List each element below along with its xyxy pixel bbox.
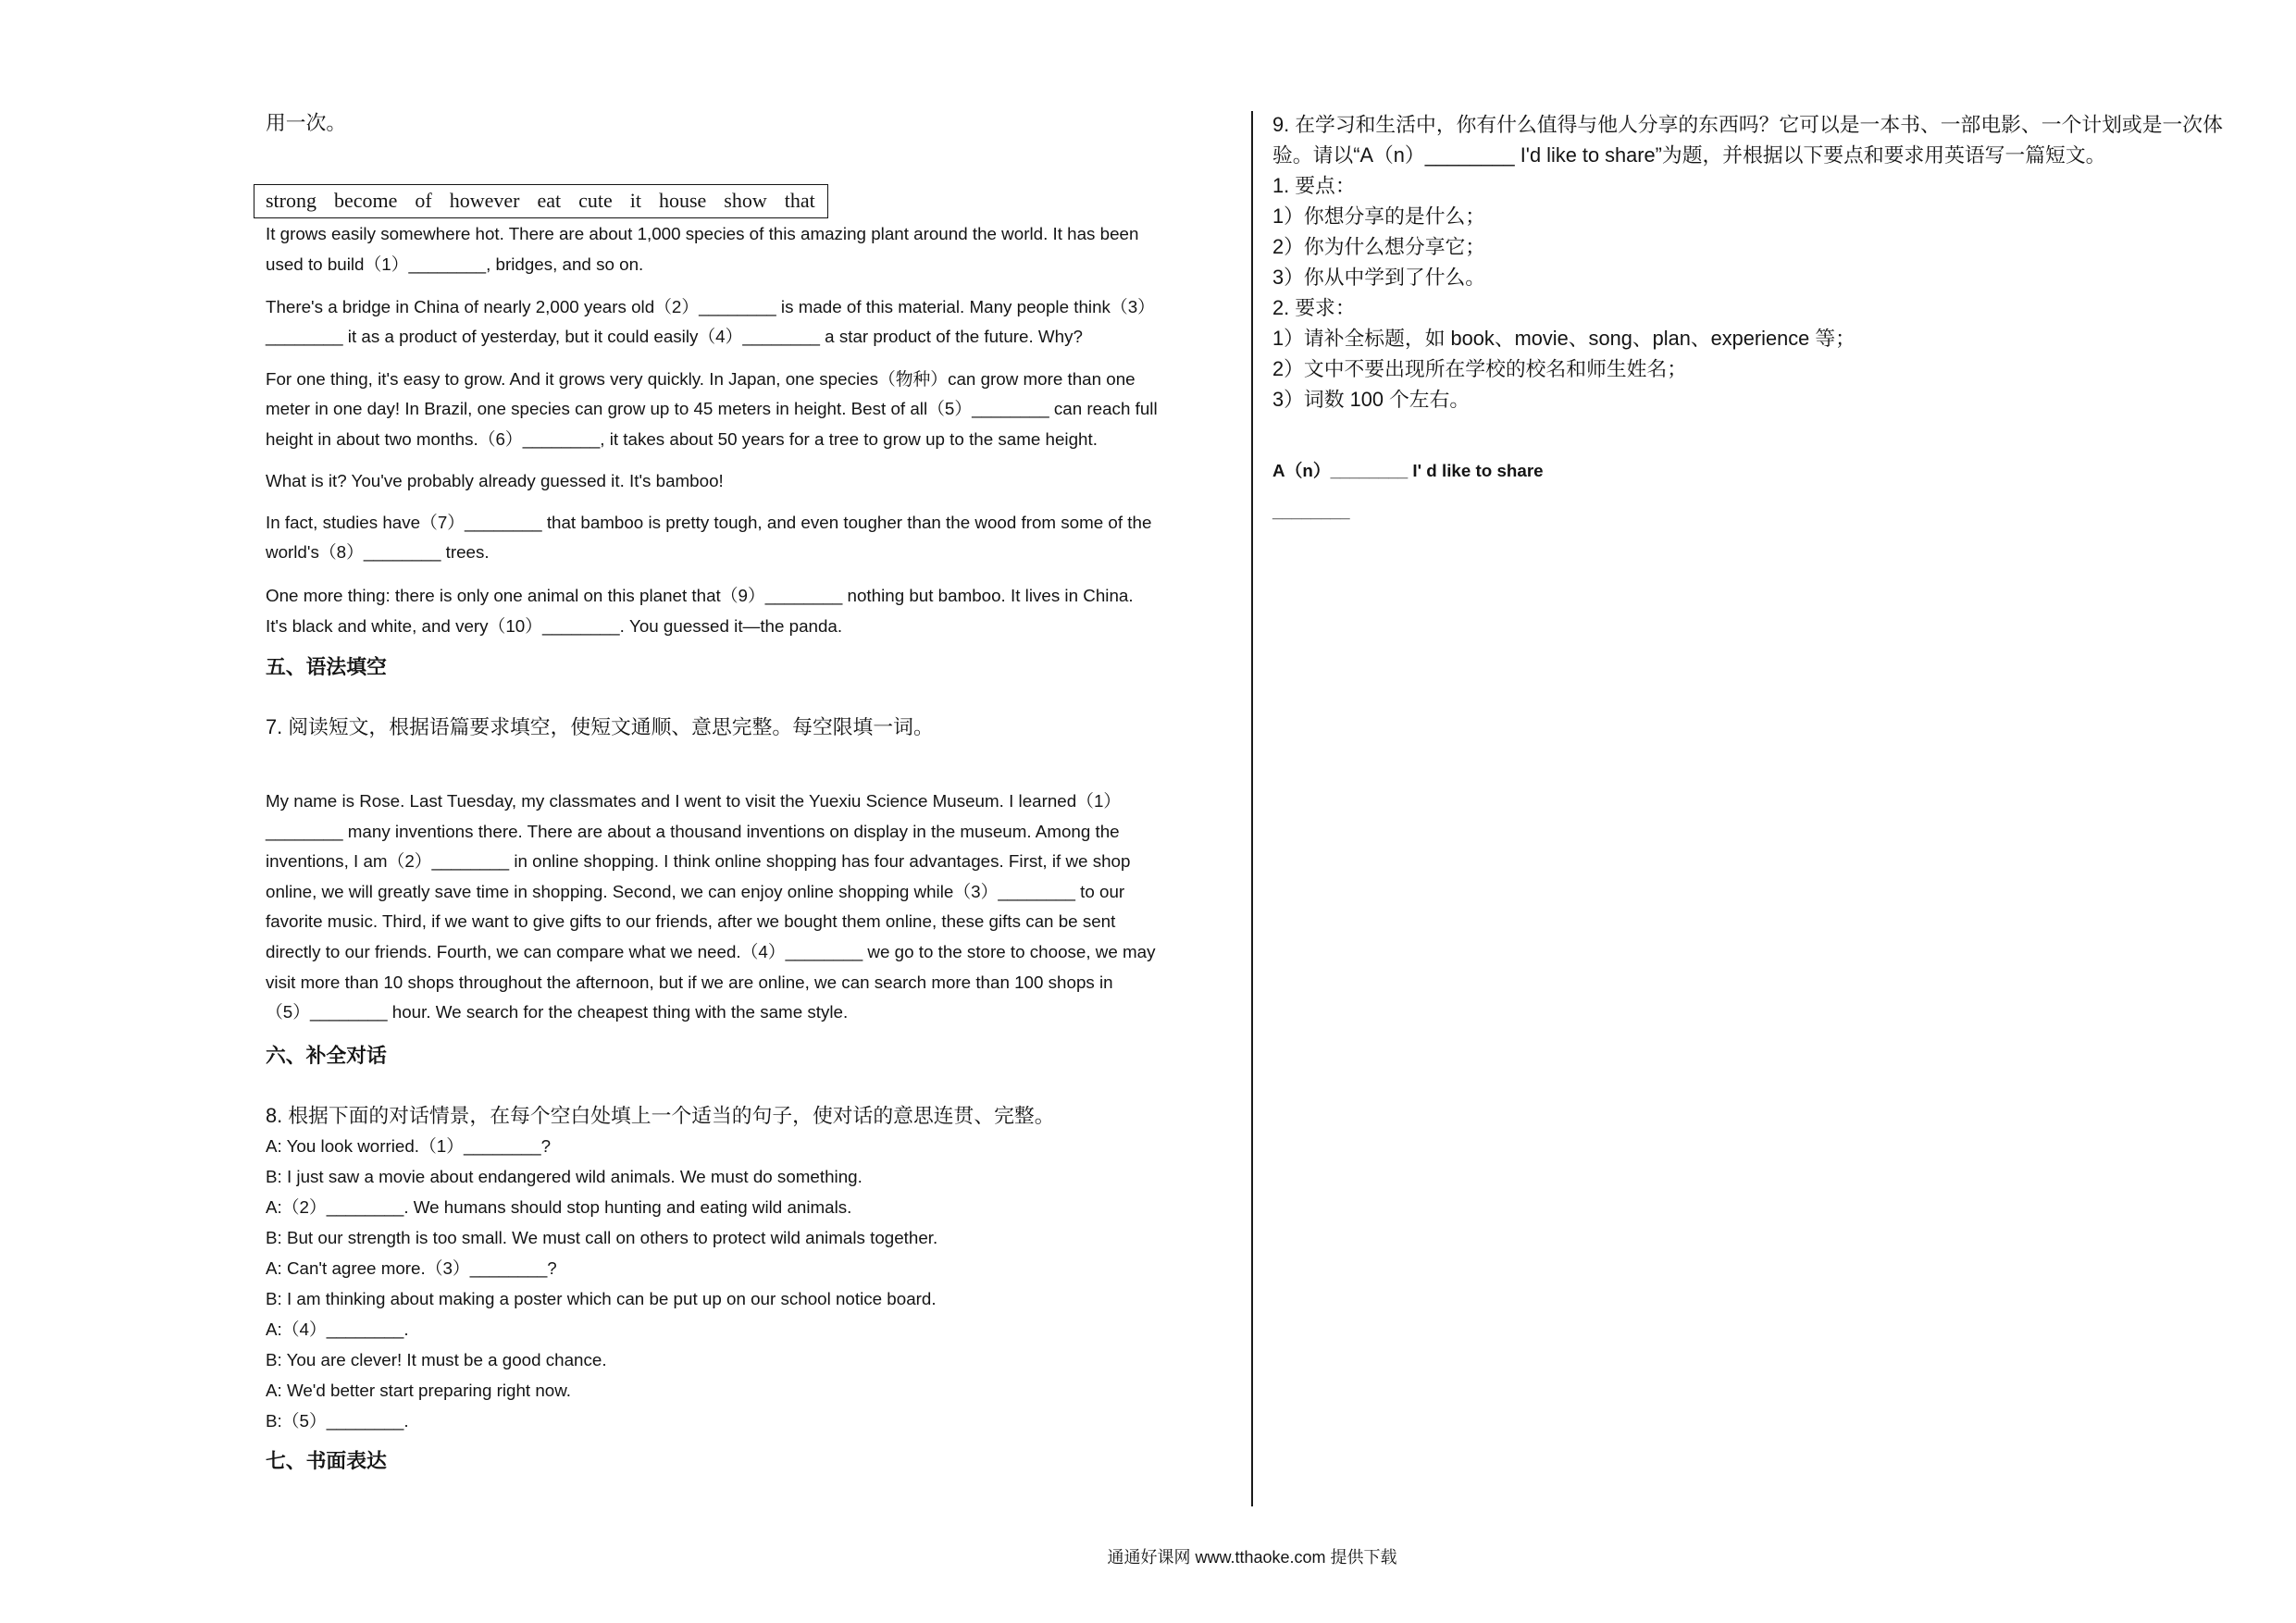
requirement-item: 2）文中不要出现所在学校的校名和师生姓名；: [1272, 356, 1688, 380]
points-label: 1. 要点：: [1272, 173, 1356, 197]
question-instruction: 8. 根据下面的对话情景，在每个空白处填上一个适当的句子，使对话的意思连贯、完整。: [266, 1103, 1055, 1127]
answer-title: A（n）________ I' d like to share: [1272, 460, 1544, 480]
passage-line: height in about two months.（6）________, it takes about 50 years for a tree to grow up to the same height.: [266, 429, 1098, 450]
dialogue-line: B: I am thinking about making a poster which can be put up on our school notice board.: [266, 1288, 937, 1308]
dialogue-line: A: Can't agree more.（3）________?: [266, 1258, 557, 1278]
column-divider: [1251, 111, 1253, 1506]
passage-paragraph-1: [266, 219, 1242, 279]
requirement-item: 3）词数 100 个左右。: [1272, 387, 1471, 411]
prompt-line: 9. 在学习和生活中，你有什么值得与他人分享的东西吗？它可以是一本书、一部电影、一个计划或是一次体: [1272, 112, 2223, 136]
passage-line: My name is Rose. Last Tuesday, my classmates and I went to visit the Yuexiu Science Museum. I learned（1）: [266, 791, 1122, 812]
passage-paragraph-2: [266, 292, 1242, 353]
dialogue-line: A: You look worried.（1）________?: [266, 1135, 552, 1156]
dialogue-line: A:（2）________. We humans should stop hunting and eating wild animals.: [266, 1196, 852, 1217]
passage-paragraph-6: [266, 581, 1242, 641]
question-8-dialogue: [266, 1131, 1242, 1436]
passage-line: inventions, I am（2）________ in online shopping. I think online shopping has four advantages. First, if we shop: [266, 851, 1131, 872]
footer-text: 通通好课网 www.tthaoke.com 提供下载: [1107, 1548, 1397, 1567]
section-6: [266, 1041, 1242, 1072]
answer-title-block: [1272, 456, 2253, 487]
dialogue-line: B: You are clever! It must be a good chance.: [266, 1349, 607, 1369]
dialogue-line: A: We'd better start preparing right now.: [266, 1380, 571, 1400]
passage-line: directly to our friends. Fourth, we can compare what we need.（4）________ we go to the store to choose, we may: [266, 942, 1156, 962]
passage-line: For one thing, it's easy to grow. And it grows very quickly. In Japan, one species（物种）can grow more than one: [266, 368, 1136, 389]
passage-line: world's（8）________ trees.: [266, 542, 490, 563]
passage-line: online, we will greatly save time in shopping. Second, we can enjoy online shopping while（3）________ to our: [266, 881, 1125, 901]
continuation-text-block: [266, 108, 1242, 139]
section-heading: 七、书面表达: [266, 1449, 387, 1473]
question-8-instruction-block: [266, 1101, 1242, 1132]
dialogue-line: B: I just saw a movie about endangered wild animals. We must do something.: [266, 1166, 863, 1186]
passage-line: There's a bridge in China of nearly 2,000 years old（2）________ is made of this material. Many people think（3）: [266, 296, 1155, 316]
passage-line: meter in one day! In Brazil, one species can grow up to 45 meters in height. Best of all（5）________ can reach full: [266, 399, 1158, 419]
continuation-text: 用一次。: [266, 111, 347, 134]
passage-line: It grows easily somewhere hot. There are about 1,000 species of this amazing plant around the world. It has been: [266, 224, 1139, 243]
question-instruction: 7. 阅读短文，根据语篇要求填空，使短文通顺、意思完整。每空限填一词。: [266, 715, 934, 739]
dialogue-line: B:（5）________.: [266, 1410, 409, 1431]
question-7-instruction-block: [266, 712, 1242, 743]
point-item: 2）你为什么想分享它；: [1272, 234, 1486, 258]
question-9-prompt: [1272, 109, 2253, 415]
passage-paragraph-4: [266, 466, 1242, 497]
point-item: 1）你想分享的是什么；: [1272, 204, 1486, 228]
word-bank-box: strong become of however eat cute it house show that: [254, 184, 828, 218]
answer-blank-block: [1272, 497, 2253, 527]
passage-line: It's black and white, and very（10）________. You guessed it—the panda.: [266, 615, 843, 636]
passage-line: ________ it as a product of yesterday, but it could easily（4）________ a star product of the future. Why?: [266, 327, 1083, 347]
passage-paragraph-5: [266, 508, 1242, 568]
dialogue-line: B: But our strength is too small. We must call on others to protect wild animals together.: [266, 1227, 938, 1247]
section-5: [266, 652, 1242, 683]
passage-line: visit more than 10 shops throughout the afternoon, but if we are online, we can search more than 100 shops in: [266, 972, 1113, 992]
passage-line: ________ many inventions there. There are about a thousand inventions on display in the museum. Among the: [266, 821, 1120, 841]
question-7-passage: [266, 787, 1242, 1028]
passage-line: （5）________ hour. We search for the cheapest thing with the same style.: [266, 1002, 849, 1022]
passage-paragraph-3: [266, 365, 1242, 455]
passage-line: favorite music. Third, if we want to give gifts to our friends, after we bought them online, these gifts can be sent: [266, 911, 1116, 932]
answer-blank: ________: [1272, 502, 1350, 521]
requirements-label: 2. 要求：: [1272, 295, 1356, 319]
prompt-line: 验。请以“A（n）________ I'd like to share”为题，并根据以下要点和要求用英语写一篇短文。: [1272, 142, 2106, 167]
section-heading: 六、补全对话: [266, 1043, 387, 1067]
section-7: [266, 1446, 1242, 1477]
section-heading: 五、语法填空: [266, 654, 387, 678]
passage-line: used to build（1）________, bridges, and so on.: [266, 254, 644, 274]
dialogue-line: A:（4）________.: [266, 1319, 409, 1339]
requirement-item: 1）请补全标题，如 book、movie、song、plan、experience 等；: [1272, 326, 1855, 350]
passage-line: What is it? You've probably already guessed it. It's bamboo!: [266, 470, 724, 490]
passage-line: One more thing: there is only one animal on this planet that（9）________ nothing but bamboo. It lives in China.: [266, 586, 1134, 606]
passage-line: In fact, studies have（7）________ that bamboo is pretty tough, and even tougher than the wood from some of the: [266, 512, 1152, 532]
point-item: 3）你从中学到了什么。: [1272, 265, 1486, 289]
